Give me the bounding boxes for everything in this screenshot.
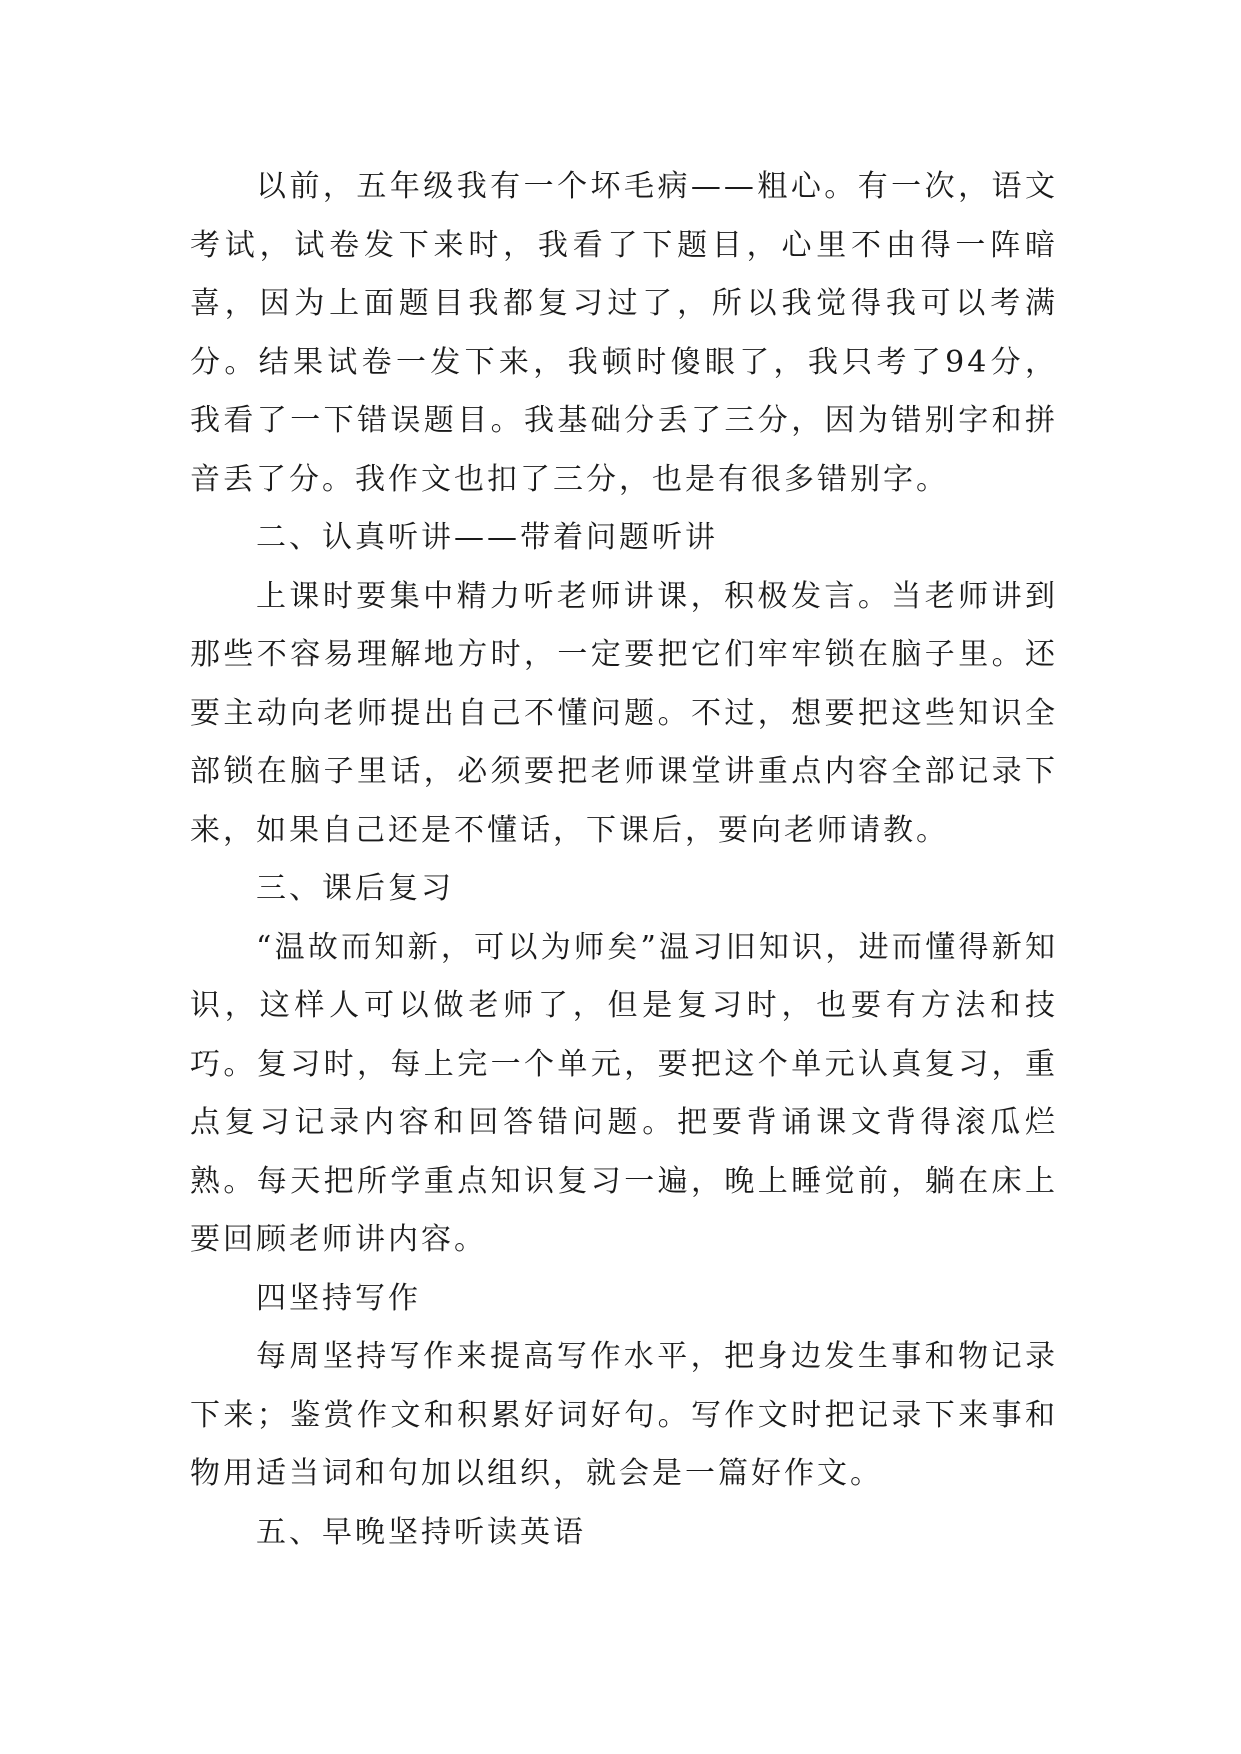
paragraph-carelessness: 以前，五年级我有一个坏毛病——粗心。有一次，语文考试，试卷发下来时，我看了下题目，心里不由得一阵暗喜，因为上面题目我都复习过了，所以我觉得我可以考满分。结果试卷一发下来，我顿时傻眼了，我只考了94分，我看了一下错误题目。我基础分丢了三分，因为错别字和拼音丢了分。我作文也扣了三分，也是有很多错别字。 bbox=[190, 169, 1058, 497]
paragraph-listen-carefully: 上课时要集中精力听老师讲课，积极发言。当老师讲到那些不容易理解地方时，一定要把它们牢牢锁在脑子里。还要主动向老师提出自己不懂问题。不过，想要把这些知识全部锁在脑子里话，必须要把老师课堂讲重点内容全部记录下来，如果自己还是不懂话，下课后，要向老师请教。 bbox=[190, 578, 1058, 848]
heading-writing: 四坚持写作 bbox=[256, 1280, 421, 1316]
paragraph-writing: 每周坚持写作来提高写作水平，把身边发生事和物记录下来；鉴赏作文和积累好词好句。写作文时把记录下来事和物用适当词和句加以组织，就会是一篇好作文。 bbox=[190, 1339, 1058, 1491]
document-body bbox=[190, 158, 1058, 1562]
heading-listen-carefully: 二、认真听讲——带着问题听讲 bbox=[256, 520, 718, 555]
heading-english: 五、早晚坚持听读英语 bbox=[256, 1514, 586, 1550]
heading-review: 三、课后复习 bbox=[256, 871, 454, 906]
paragraph-review: “温故而知新，可以为师矣”温习旧知识，进而懂得新知识，这样人可以做老师了，但是复习时，也要有方法和技巧。复习时，每上完一个单元，要把这个单元认真复习，重点复习记录内容和回答错问题。把要背诵课文背得滚瓜烂熟。每天把所学重点知识复习一遍，晚上睡觉前，躺在床上要回顾老师讲内容。 bbox=[190, 929, 1058, 1257]
